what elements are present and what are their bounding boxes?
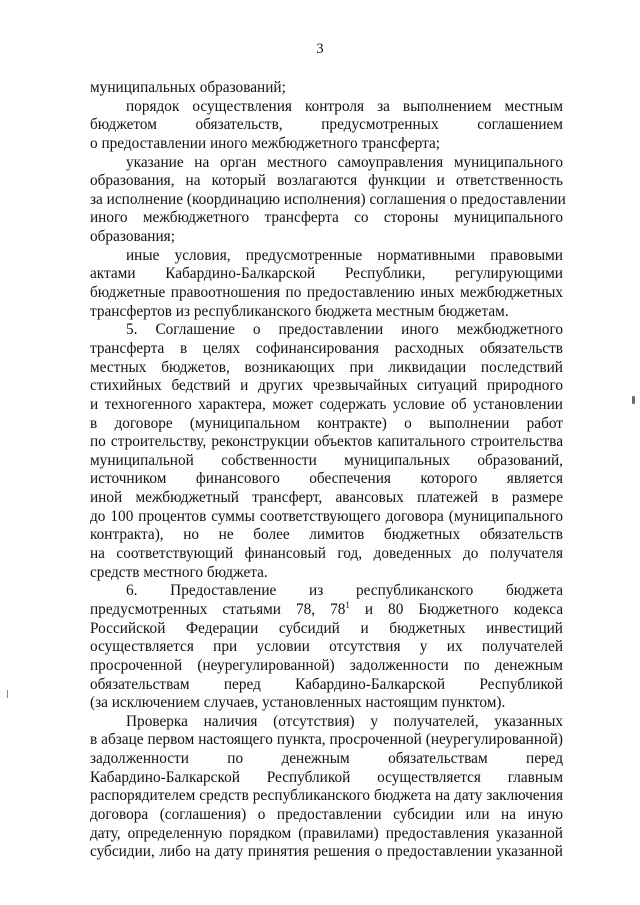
text-line: муниципальных образований; xyxy=(90,79,286,96)
text-line: по строительству, реконструкции объектов капитального строительства xyxy=(90,433,563,451)
text-line: распорядителем средств республиканского бюджета на дату заключения xyxy=(90,787,563,805)
page-number: 3 xyxy=(316,41,324,57)
text-line: осуществляется при условии отсутствия у их получателей xyxy=(90,638,563,656)
text-line: муниципальной собственности муниципальных образований, xyxy=(90,451,563,469)
text-line: Проверка наличия (отсутствия) у получателей, указанных xyxy=(126,712,563,730)
text-line: субсидии, либо на дату принятия решения о предоставлении указанной xyxy=(90,843,563,861)
text-line: образования; xyxy=(90,228,175,246)
text-line: в абзаце первом настоящего пункта, просроченной (неурегулированной) xyxy=(90,731,563,749)
text-line: о предоставлении иного межбюджетного трансферта; xyxy=(90,134,440,152)
text-line: Кабардино-Балкарской Республикой осуществляется главным xyxy=(90,768,563,786)
text-line: источником финансового обеспечения которого является xyxy=(90,470,563,488)
scan-artifact xyxy=(7,690,8,698)
text-line: (за исключением случаев, установленных настоящим пунктом). xyxy=(90,694,506,712)
text-line: трансферта в целях софинансирования расходных обязательств xyxy=(90,339,563,357)
text-line: 6. Предоставление из республиканского бюджета xyxy=(126,582,563,600)
text-line: бюджетом обязательств, предусмотренных соглашением xyxy=(90,116,563,134)
text-line: образования, на который возлагаются функции и ответственность xyxy=(90,172,563,190)
text-line: порядок осуществления контроля за выполнением местным xyxy=(126,97,563,115)
text-line: бюджетные правоотношения по предоставлению иных межбюджетных xyxy=(90,284,563,302)
text-line: за исполнение (координацию исполнения) соглашения о предоставлении xyxy=(90,190,566,208)
document-body xyxy=(90,79,566,862)
text-line: иного межбюджетного трансферта со стороны муниципального xyxy=(90,209,563,227)
text-line: актами Кабардино-Балкарской Республики, регулирующими xyxy=(90,265,563,283)
text-line: до 100 процентов суммы соответствующего договора (муниципального xyxy=(90,507,563,525)
text-line: задолженности по денежным обязательствам перед xyxy=(90,750,563,768)
text-line: трансфертов из республиканского бюджета местным бюджетам. xyxy=(90,302,509,320)
text-line: контракта), но не более лимитов бюджетных обязательств xyxy=(90,526,563,544)
scan-artifact xyxy=(632,396,635,404)
text-line: средств местного бюджета. xyxy=(90,563,268,581)
text-line: 5. Соглашение о предоставлении иного межбюджетного xyxy=(126,321,563,339)
text-line: стихийных бедствий и других чрезвычайных ситуаций природного xyxy=(90,377,563,395)
text-line: обязательствам перед Кабардино-Балкарской Республикой xyxy=(90,675,563,693)
superscript: 1 xyxy=(345,599,350,610)
text-line: Российской Федерации субсидий и бюджетных инвестиций xyxy=(90,619,563,637)
text-line: и техногенного характера, может содержать условие об установлении xyxy=(90,395,563,413)
text-line: просроченной (неурегулированной) задолженности по денежным xyxy=(90,656,563,674)
text-line: местных бюджетов, возникающих при ликвидации последствий xyxy=(90,358,563,376)
text-line: указание на орган местного самоуправления муниципального xyxy=(126,153,563,171)
text-line: предусмотренных статьями 78, $78^1$ и 80 Бюджетного кодекса xyxy=(90,599,564,618)
text-line: дату, определенную порядком (правилами) предоставления указанной xyxy=(90,824,563,842)
text-line: иной межбюджетный трансферт, авансовых платежей в размере xyxy=(90,489,563,507)
text-line: на соответствующий финансовый год, доведенных до получателя xyxy=(90,545,563,563)
text-line: договора (соглашения) о предоставлении субсидии или на иную xyxy=(90,805,563,823)
text-line: в договоре (муниципальном контракте) о выполнении работ xyxy=(90,414,563,432)
text-line: иные условия, предусмотренные нормативными правовыми xyxy=(126,246,563,264)
